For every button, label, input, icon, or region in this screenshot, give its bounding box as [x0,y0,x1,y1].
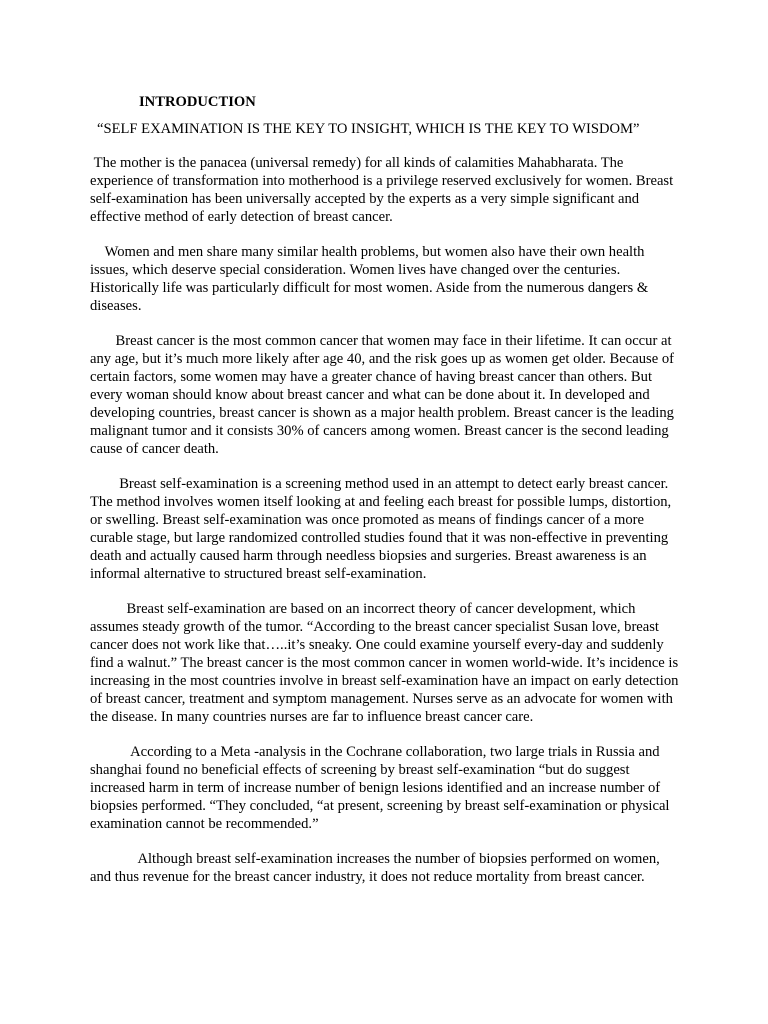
paragraph-1: The mother is the panacea (universal remedy) for all kinds of calamities Mahabharata. The experience of transformation into motherhood is a privilege reserved exclusively for women. Breast self-examination has been universally accepted by the experts as a very simple significant and effective method of early detection of breast cancer. [90,155,677,225]
epigraph-quote: “SELF EXAMINATION IS THE KEY TO INSIGHT, WHICH IS THE KEY TO WISDOM” [97,121,640,137]
document-page [90,93,683,903]
paragraph-5: Breast self-examination are based on an incorrect theory of cancer development, which assumes steady growth of the tumor. “According to the breast cancer specialist Susan love, breast cancer does not work like that…..it’s sneaky. One could examine yourself every-day and suddenly find a walnut.” The breast cancer is the most common cancer in women world-wide. It’s incidence is increasing in the most countries involve in breast self-examination have an impact on early detection of breast cancer, treatment and symptom management. Nurses serve as an advocate for women with the disease. In many countries nurses are far to influence breast cancer care. [90,601,683,725]
paragraph-7: Although breast self-examination increases the number of biopsies performed on women, and thus revenue for the breast cancer industry, it does not reduce mortality from breast cancer. [90,851,664,885]
page-heading: INTRODUCTION [139,94,256,110]
paragraph-3: Breast cancer is the most common cancer that women may face in their lifetime. It can occur at any age, but it’s much more likely after age 40, and the risk goes up as women get older. Because of certain factors, some women may have a greater chance of having breast cancer than others. But every woman should know about breast cancer and what can be done about it. In developed and developing countries, breast cancer is shown as a major health problem. Breast cancer is the leading malignant tumor and it consists 30% of cancers among women. Breast cancer is the second leading cause of cancer death. [90,333,678,457]
paragraph-6: According to a Meta -analysis in the Cochrane collaboration, two large trials in Russia and shanghai found no beneficial effects of screening by breast self-examination “but do suggest increased harm in term of increase number of benign lesions identified and an increase number of biopsies performed. “They concluded, “at present, screening by breast self-examination or physical examination cannot be recommended.” [90,744,674,832]
paragraph-2: Women and men share many similar health problems, but women also have their own health issues, which deserve special consideration. Women lives have changed over the centuries. Historically life was particularly difficult for most women. Aside from the numerous dangers & diseases. [90,244,652,314]
paragraph-4: Breast self-examination is a screening method used in an attempt to detect early breast cancer. The method involves women itself looking at and feeling each breast for possible lumps, distortion, or swelling. Breast self-examination was once promoted as means of findings cancer of a more curable stage, but large randomized controlled studies found that it was non-effective in preventing death and actually caused harm through needless biopsies and surgeries. Breast awareness is an informal alternative to structured breast self-examination. [90,476,675,582]
